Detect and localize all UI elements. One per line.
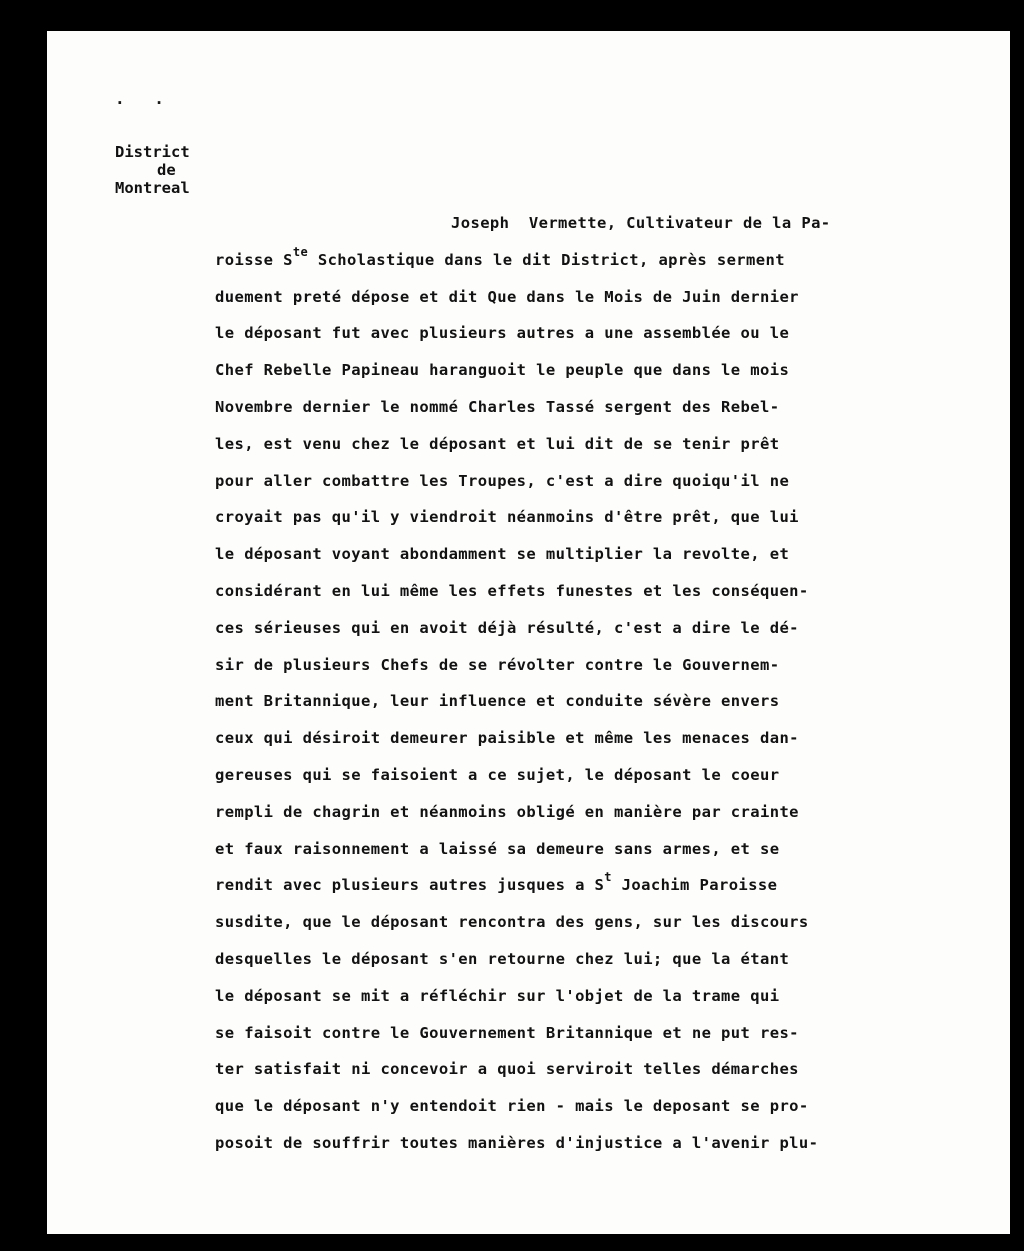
text-line: les, est venu chez le déposant et lui dit de se tenir prêt <box>215 434 780 453</box>
text-line: que le déposant n'y entendoit rien - mais le deposant se pro- <box>215 1097 809 1116</box>
text-fragment: rendit avec plusieurs autres jusques a S <box>215 876 605 895</box>
text-line: Joseph Vermette, Cultivateur de la Pa- <box>451 214 831 232</box>
text-line: le déposant voyant abondamment se multiplier la revolte, et <box>215 545 790 564</box>
document-page <box>47 31 1010 1234</box>
text-line <box>215 867 831 904</box>
text-line: ceux qui désiroit demeurer paisible et même les menaces dan- <box>215 729 799 748</box>
text-line: ter satisfait ni concevoir a quoi serviroit telles démarches <box>215 1060 799 1079</box>
text-line: Novembre dernier le nommé Charles Tassé sergent des Rebel- <box>215 397 780 416</box>
text-line: considérant en lui même les effets funestes et les conséquen- <box>215 581 809 600</box>
text-line: Chef Rebelle Papineau haranguoit le peuple que dans le mois <box>215 361 790 380</box>
text-line <box>215 242 831 279</box>
text-line: le déposant se mit a réfléchir sur l'objet de la trame qui <box>215 986 780 1005</box>
text-line: ment Britannique, leur influence et conduite sévère envers <box>215 692 780 711</box>
text-line: se faisoit contre le Gouvernement Britannique et ne put res- <box>215 1023 799 1042</box>
deposition-text <box>215 205 831 1162</box>
text-line: et faux raisonnement a laissé sa demeure sans armes, et se <box>215 839 780 858</box>
district-line-1: District <box>115 143 190 161</box>
text-line: desquelles le déposant s'en retourne chez lui; que la étant <box>215 949 790 968</box>
text-line: le déposant fut avec plusieurs autres a une assemblée ou le <box>215 324 790 343</box>
text-line: gereuses qui se faisoient a ce sujet, le déposant le coeur <box>215 765 780 784</box>
text-fragment: Scholastique dans le dit District, après serment <box>308 250 785 269</box>
text-fragment: roisse S <box>215 250 293 269</box>
text-line: ces sérieuses qui en avoit déjà résulté, c'est a dire le dé- <box>215 618 799 637</box>
text-line: croyait pas qu'il y viendroit néanmoins d'être prêt, que lui <box>215 508 799 527</box>
text-line: sir de plusieurs Chefs de se révolter contre le Gouvernem- <box>215 655 780 674</box>
superscript: t <box>604 870 612 885</box>
text-fragment: Joachim Paroisse <box>611 876 778 895</box>
text-line: duement preté dépose et dit Que dans le Mois de Juin dernier <box>215 287 799 306</box>
district-line-2: de <box>157 161 176 179</box>
text-line: posoit de souffrir toutes manières d'injustice a l'avenir plu- <box>215 1133 819 1152</box>
text-line: pour aller combattre les Troupes, c'est a dire quoiqu'il ne <box>215 471 790 490</box>
page-mark: . . <box>115 89 174 108</box>
superscript: te <box>292 244 309 259</box>
district-line-3: Montreal <box>115 179 190 197</box>
text-line: susdite, que le déposant rencontra des gens, sur les discours <box>215 913 809 932</box>
district-heading <box>115 143 190 197</box>
text-line: rempli de chagrin et néanmoins obligé en manière par crainte <box>215 802 799 821</box>
